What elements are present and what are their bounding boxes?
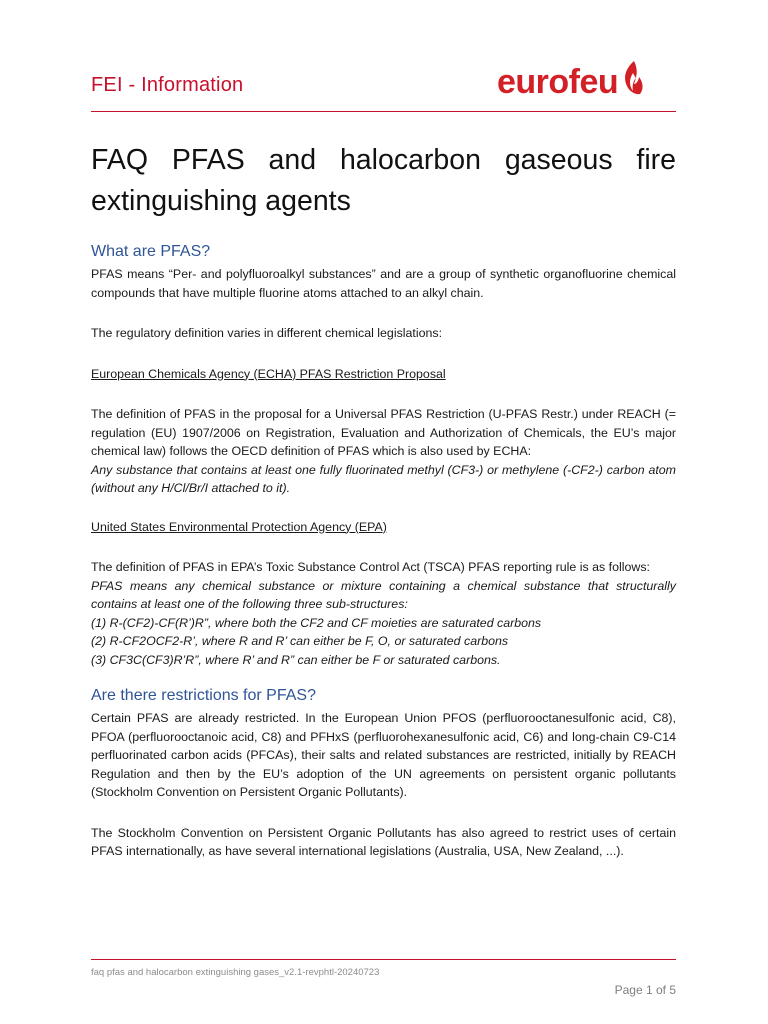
section-heading-restrictions: Are there restrictions for PFAS?	[91, 687, 316, 704]
footer-divider	[91, 959, 676, 960]
paragraph-regulatory-definition: The regulatory definition varies in different chemical legislations:	[91, 326, 443, 340]
header-section-label: FEI - Information	[91, 74, 244, 96]
flame-icon	[621, 60, 645, 98]
subheading-epa: United States Environmental Protection Agency (EPA)	[91, 519, 387, 534]
page-number: Page 1 of 5	[614, 983, 676, 997]
paragraph-pfas-meaning: PFAS means “Per- and polyfluoroalkyl substances” and are a group of synthetic organofluorine chemical compounds that have multiple fluorine atoms attached to an alkyl chain.	[91, 267, 676, 300]
paragraph-epa-definition: The definition of PFAS in EPA’s Toxic Substance Control Act (TSCA) PFAS reporting rule is as follows:	[91, 560, 650, 574]
paragraph-echa-definition: The definition of PFAS in the proposal for a Universal PFAS Restriction (U-PFAS Restr.) under REACH (= regulation (EU) 1907/2006 on Registration, Evaluation and Authorization of Chemicals, the EU’s major chemical law) follows the OECD definition of PFAS which is also used by ECHA:	[91, 407, 676, 458]
subheading-echa: European Chemicals Agency (ECHA) PFAS Restriction Proposal	[91, 366, 446, 381]
footer-document-reference: faq pfas and halocarbon extinguishing gases_v2.1-revphtl-20240723	[91, 967, 380, 978]
document-body	[91, 140, 676, 861]
paragraph-restricted-pfas: Certain PFAS are already restricted. In the European Union PFOS (perfluorooctanesulfonic acid, C8), PFOA (perfluorooctanoic acid, C8) and PFHxS (perfluorohexanesulfonic acid, C6) and long-chain C9-C14 perfluorinated carbon acids (PFCAs), their salts and related substances are restricted, initially by REACH Regulation and then by the EU’s adoption of the UN agreements on persistent organic pollutants (Stockholm Convention on Persistent Organic Pollutants).	[91, 711, 676, 799]
epa-structure-item: (3) CF3C(CF3)R’R”, where R’ and R” can either be F or saturated carbons.	[91, 652, 501, 667]
epa-structure-item: (2) R-CF2OCF2-R’, where R and R’ can either be F, O, or saturated carbons	[91, 634, 509, 648]
quote-epa-definition: PFAS means any chemical substance or mixture containing a chemical substance that structurally contains at least one of the following three sub-structures:	[91, 578, 676, 611]
epa-structure-item: (1) R-(CF2)-CF(R’)R”, where both the CF2 and CF moieties are saturated carbons	[91, 615, 542, 630]
document-title: FAQ PFAS and halocarbon gaseous fire extinguishing agents	[91, 144, 676, 217]
quote-echa-definition: Any substance that contains at least one fully fluorinated methyl (CF3-) or methylene (-CF2-) carbon atom (without any H/Cl/Br/I attached to it).	[91, 462, 676, 495]
eurofeu-logo	[497, 60, 645, 99]
logo-wordmark: eurofeu	[497, 63, 619, 101]
paragraph-stockholm-convention: The Stockholm Convention on Persistent Organic Pollutants has also agreed to restrict uses of certain PFAS internationally, as have several international legislations (Australia, USA, New Zealand, ...).	[91, 825, 676, 858]
section-heading-what-are-pfas: What are PFAS?	[91, 243, 211, 260]
header-divider	[91, 111, 676, 112]
